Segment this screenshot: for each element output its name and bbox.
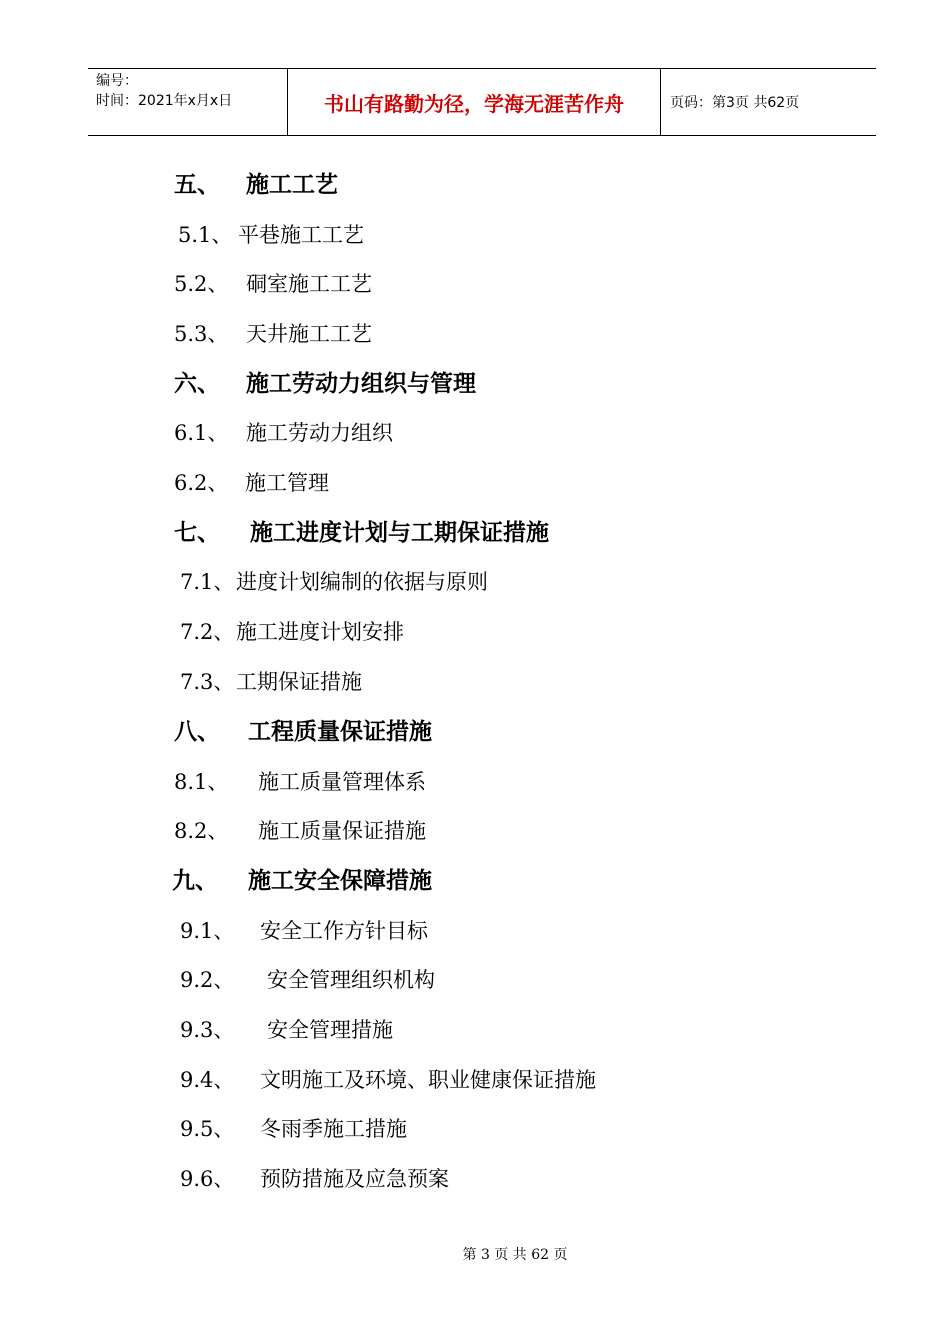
toc-title: 安全管理组织机构 bbox=[267, 968, 435, 992]
toc-number: 7.3、 bbox=[180, 670, 235, 694]
toc-number: 8.1、 bbox=[174, 770, 229, 794]
toc-title: 施工进度计划与工期保证措施 bbox=[250, 520, 549, 546]
toc-subsection bbox=[180, 917, 428, 945]
toc-number: 5.3、 bbox=[174, 322, 229, 346]
toc-number: 5.2、 bbox=[174, 272, 229, 296]
toc-subsection bbox=[180, 668, 362, 696]
toc-number: 6.1、 bbox=[174, 421, 229, 445]
toc-number: 五、 bbox=[174, 172, 220, 198]
toc-number: 7.1、 bbox=[180, 570, 235, 594]
toc-title: 工程质量保证措施 bbox=[248, 719, 432, 745]
toc-title: 安全工作方针目标 bbox=[260, 919, 428, 943]
toc-subsection bbox=[174, 768, 426, 796]
toc-title: 施工质量保证措施 bbox=[258, 819, 426, 843]
toc-number: 9.1、 bbox=[180, 919, 235, 943]
page-footer: 第 3 页 共 62 页 bbox=[462, 1247, 568, 1263]
toc-title: 进度计划编制的依据与原则 bbox=[236, 570, 488, 594]
toc-subsection bbox=[174, 320, 372, 348]
toc-title: 工期保证措施 bbox=[236, 670, 362, 694]
toc-subsection bbox=[180, 1066, 596, 1094]
header-page-info: 页码：第3页 共62页 bbox=[670, 95, 800, 111]
toc-subsection bbox=[174, 270, 372, 298]
toc-title: 冬雨季施工措施 bbox=[260, 1117, 407, 1141]
toc-title: 施工进度计划安排 bbox=[236, 620, 404, 644]
toc-section-heading bbox=[172, 867, 432, 895]
toc-title: 施工管理 bbox=[245, 471, 329, 495]
toc-number: 9.2、 bbox=[180, 968, 235, 992]
toc-subsection bbox=[180, 1165, 449, 1193]
toc-subsection bbox=[178, 221, 364, 249]
toc-subsection bbox=[174, 817, 426, 845]
toc-subsection bbox=[180, 1115, 407, 1143]
toc-title: 硐室施工工艺 bbox=[246, 272, 372, 296]
toc-number: 六、 bbox=[174, 371, 220, 397]
serial-number-label: 编号： bbox=[96, 73, 138, 89]
toc-section-heading bbox=[174, 171, 338, 199]
toc-number: 9.3、 bbox=[180, 1018, 235, 1042]
toc-number: 九、 bbox=[172, 868, 218, 894]
toc-section-heading bbox=[174, 718, 432, 746]
toc-title: 平巷施工工艺 bbox=[238, 223, 364, 247]
toc-title: 施工劳动力组织与管理 bbox=[246, 371, 476, 397]
toc-title: 文明施工及环境、职业健康保证措施 bbox=[260, 1068, 596, 1092]
toc-number: 7.2、 bbox=[180, 620, 235, 644]
toc-title: 安全管理措施 bbox=[267, 1018, 393, 1042]
toc-title: 施工安全保障措施 bbox=[248, 868, 432, 894]
header-motto: 书山有路勤为径，学海无涯苦作舟 bbox=[324, 92, 624, 116]
toc-subsection bbox=[180, 618, 404, 646]
toc-title: 施工质量管理体系 bbox=[258, 770, 426, 794]
toc-title: 施工工艺 bbox=[246, 172, 338, 198]
document-header bbox=[88, 68, 876, 136]
toc-number: 八、 bbox=[174, 719, 220, 745]
toc-number: 5.1、 bbox=[178, 223, 233, 247]
toc-title: 预防措施及应急预案 bbox=[260, 1167, 449, 1191]
toc-number: 七、 bbox=[174, 520, 220, 546]
header-divider bbox=[660, 69, 661, 135]
toc-subsection bbox=[180, 1016, 393, 1044]
toc-number: 6.2、 bbox=[174, 471, 229, 495]
toc-number: 8.2、 bbox=[174, 819, 229, 843]
toc-subsection bbox=[180, 966, 435, 994]
time-label: 时间：2021年x月x日 bbox=[96, 93, 233, 109]
toc-subsection bbox=[174, 469, 329, 497]
toc-section-heading bbox=[174, 519, 549, 547]
toc-number: 9.5、 bbox=[180, 1117, 235, 1141]
toc-title: 施工劳动力组织 bbox=[246, 421, 393, 445]
toc-number: 9.6、 bbox=[180, 1167, 235, 1191]
toc-section-heading bbox=[174, 370, 476, 398]
toc-title: 天井施工工艺 bbox=[246, 322, 372, 346]
toc-subsection bbox=[180, 568, 488, 596]
toc-subsection bbox=[174, 419, 393, 447]
toc-number: 9.4、 bbox=[180, 1068, 235, 1092]
